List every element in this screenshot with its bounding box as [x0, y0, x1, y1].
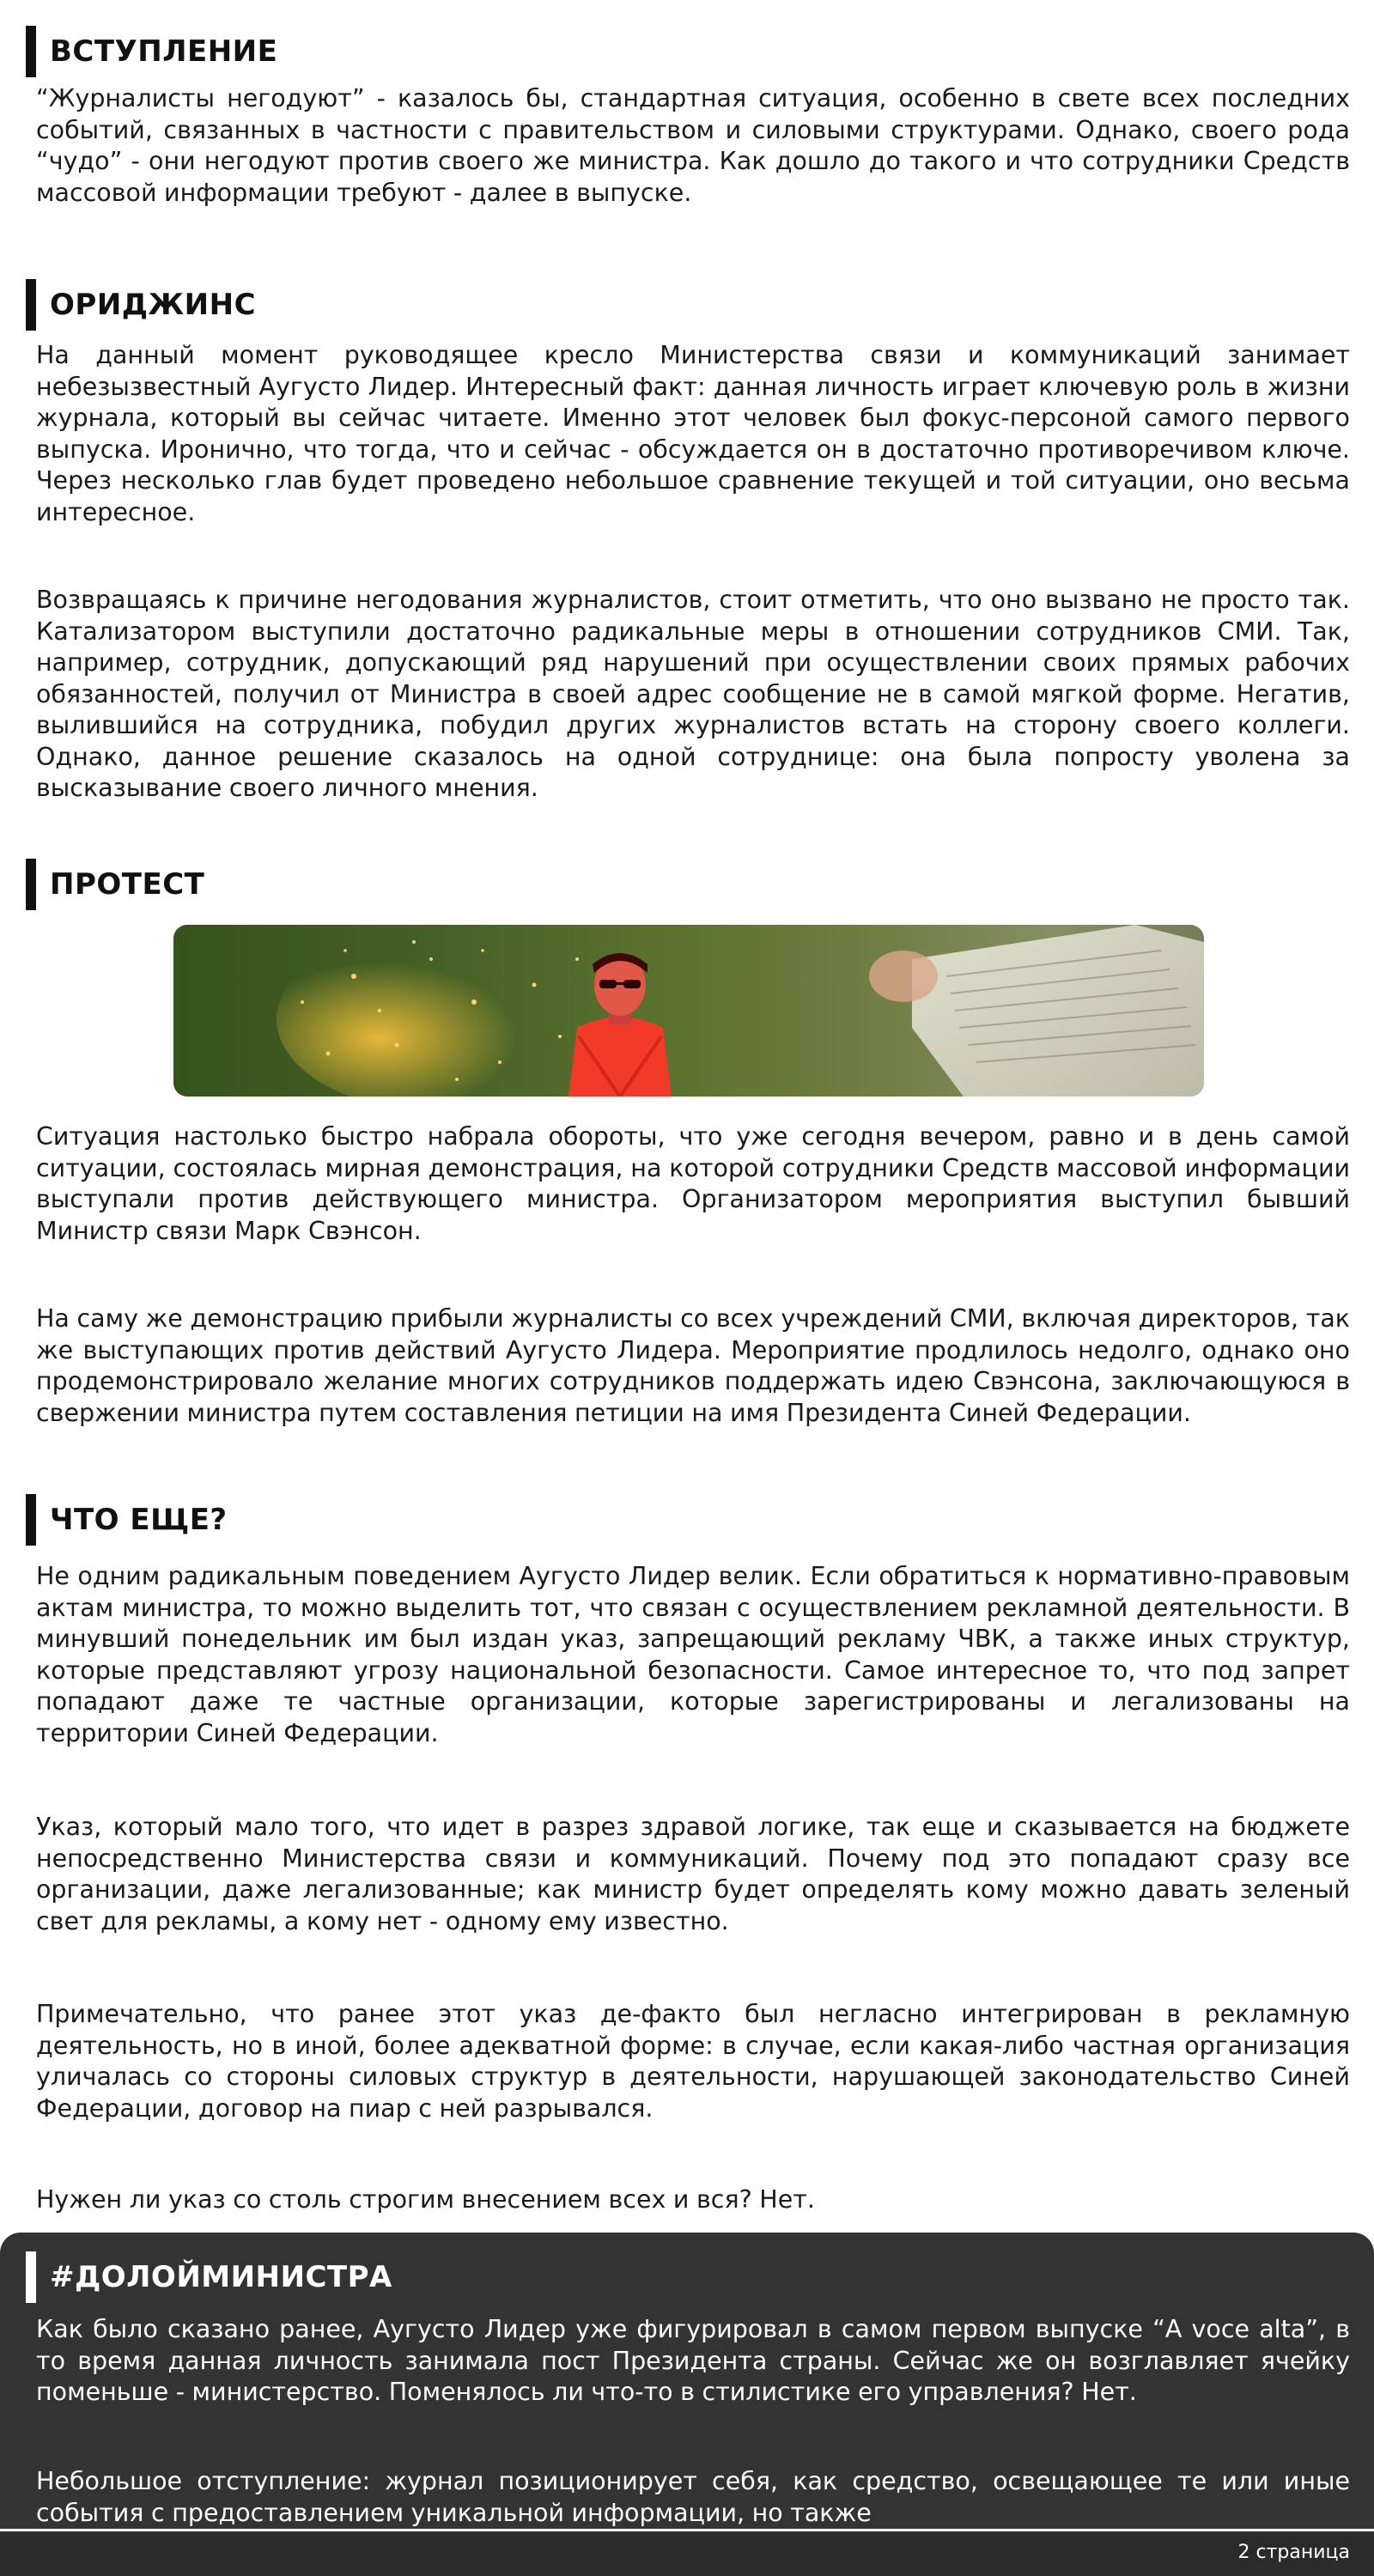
section-heading-what-else: [26, 1494, 228, 1546]
origins-paragraph-1: На данный момент руководящее кресло Министерства связи и коммуникаций занимает небезызвестный Аугусто Лидер. Интересный факт: данная личность играет ключевую роль в жизни журнала, который вы сейчас читаете. Именно этот человек был фокус-персоной самого первого выпуска. Иронично, что тогда, что и сейчас - обсуждается он в достаточно противоречивом ключе. Через несколько глав будет проведено небольшое сравнение текущей и той ситуации, оно весьма интересное.: [36, 341, 1350, 526]
heading-title: ОРИДЖИНС: [50, 288, 257, 322]
heading-title: ЧТО ЕЩЕ?: [50, 1503, 228, 1537]
protest-paragraph-1: Ситуация настолько быстро набрала обороты, что уже сегодня вечером, равно и в день самой ситуации, состоялась мирная демонстрация, на которой сотрудники Средств массовой информации выступали против действующего министра. Организатором мероприятия выступил бывший Министр связи Марк Свэнсон.: [36, 1122, 1350, 1245]
down-with-minister-paragraph-1: Как было сказано ранее, Аугусто Лидер уже фигурировал в самом первом выпуске “A voce alta”, в то время данная личность занимала пост Президента страны. Сейчас же он возглавляет ячейку поменьше - министерство. Поменялось ли что-то в стилистике его управления? Нет.: [36, 2315, 1350, 2406]
section-heading-origins: [26, 279, 256, 331]
intro-paragraph-1: “Журналисты негодуют” - казалось бы, стандартная ситуация, особенно в свете всех последних событий, связанных в частности с правительством и силовыми структурами. Однако, своего рода “чудо” - они негодуют против своего же министра. Как дошло до такого и что сотрудники Средств массовой информации требуют - далее в выпуске.: [36, 84, 1350, 207]
banner-image: [173, 925, 1204, 1097]
page-number: 2 страница: [1237, 2542, 1350, 2563]
footer-bar: [0, 2533, 1374, 2576]
heading-title: ПРОТЕСТ: [50, 867, 205, 902]
section-heading-intro: [26, 26, 277, 77]
protest-paragraph-2: На саму же демонстрацию прибыли журналисты со всех учреждений СМИ, включая директоров, так же выступающих против действий Аугусто Лидера. Мероприятие продлилось недолго, однако оно продемонстрировало желание многих сотрудников поддержать идею Свэнсона, заключающуюся в свержении министра путем составления петиции на имя Президента Синей Федерации.: [36, 1304, 1350, 1427]
what-else-paragraph-3: Примечательно, что ранее этот указ де-факто был негласно интегрирован в рекламную деятельность, но в иной, более адекватной форме: в случае, если какая-либо частная организация уличалась со стороны силовых структур в деятельности, нарушающей законодательство Синей Федерации, договор на пиар с ней разрывался.: [36, 2000, 1350, 2123]
heading-bar: [26, 2251, 36, 2303]
down-with-minister-paragraph-2: Небольшое отступление: журнал позиционирует себя, как средство, освещающее те или иные события с предоставлением уникальной информации, но также: [36, 2467, 1350, 2527]
heading-bar: [26, 26, 36, 77]
what-else-paragraph-1: Не одним радикальным поведением Аугусто Лидер велик. Если обратиться к нормативно-правовым актам министра, то можно выделить тот, что связан с осуществлением рекламной деятельности. В минувший понедельник им был издан указ, запрещающий рекламу ЧВК, а также иных структур, которые представляют угрозу национальной безопасности. Самое интересное то, что под запрет попадают даже те частные организации, которые зарегистрированы и легализованы на территории Синей Федерации.: [36, 1562, 1350, 1747]
banner-illustration: [173, 925, 1204, 1097]
origins-paragraph-2: Возвращаясь к причине негодования журналистов, стоит отметить, что оно вызвано не просто так. Катализатором выступили достаточно радикальные меры в отношении сотрудников СМИ. Так, например, сотрудник, допускающий ряд нарушений при осуществлении своих прямых рабочих обязанностей, получил от Министра в своей адрес сообщение не в самой мягкой форме. Негатив, вылившийся на сотрудника, побудил других журналистов встать на сторону своего коллеги. Однако, данное решение сказалось на одной сотруднице: она была попросту уволена за высказывание своего личного мнения.: [36, 586, 1350, 802]
heading-bar: [26, 859, 36, 910]
section-heading-protest: [26, 859, 204, 910]
heading-bar: [26, 1494, 36, 1546]
heading-title: #ДОЛОЙМИНИСТРА: [50, 2260, 392, 2294]
heading-title: ВСТУПЛЕНИЕ: [50, 34, 278, 69]
what-else-paragraph-4: Нужен ли указ со столь строгим внесением всех и вся? Нет.: [36, 2185, 815, 2214]
footer-divider: [0, 2529, 1374, 2531]
heading-bar: [26, 279, 36, 331]
section-heading-down-with-minister: [26, 2251, 392, 2303]
what-else-paragraph-2: Указ, который мало того, что идет в разрез здравой логике, так еще и сказывается на бюджете непосредственно Министерства связи и коммуникаций. Почему под это попадают сразу все организации, даже легализованные; как министр будет определять кому можно давать зеленый свет для рекламы, а кому нет - одному ему известно.: [36, 1813, 1350, 1935]
dark-section: [0, 2233, 1374, 2576]
